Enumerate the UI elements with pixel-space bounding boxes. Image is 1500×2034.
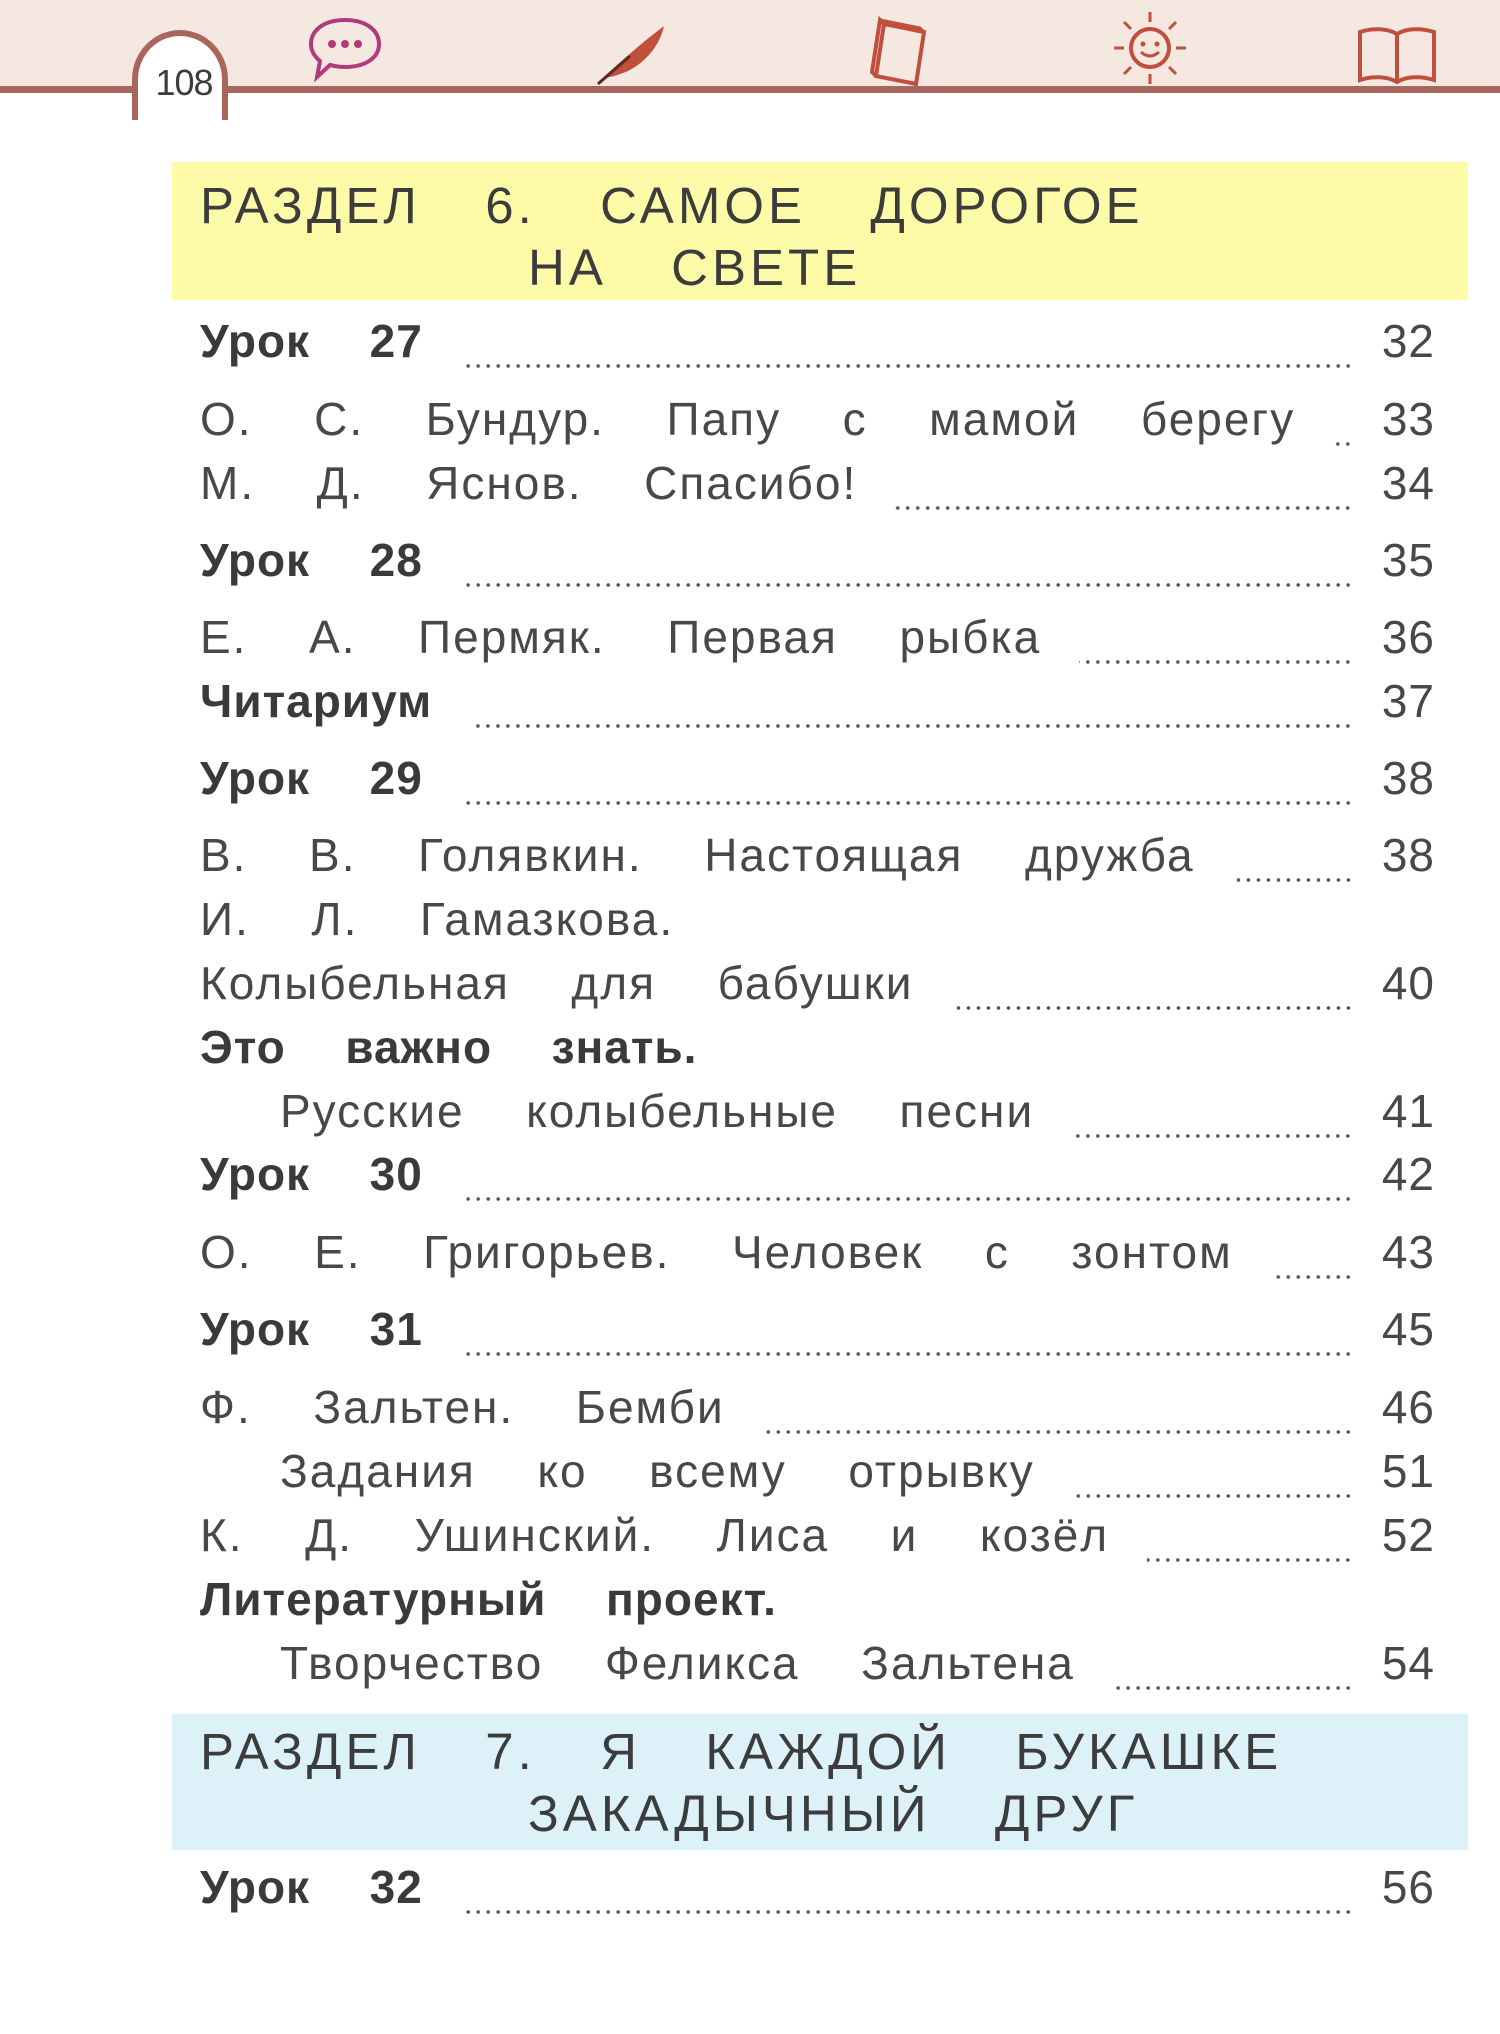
toc-row-title: Урок 30 [200, 1148, 423, 1200]
toc-row-page: 52 [1381, 1509, 1435, 1561]
toc-row-page: 33 [1381, 393, 1435, 445]
speech-bubble-icon [305, 14, 385, 84]
toc-row-title: Литературный проект. [200, 1573, 777, 1625]
toc-row-important-to-know[interactable] [200, 1021, 1435, 1086]
toc-row-gamazkova-author[interactable] [200, 893, 1435, 958]
toc-row-salten-bambi[interactable] [200, 1381, 1435, 1446]
toc-row-title: Урок 32 [200, 1861, 423, 1913]
toc-dot-leader [1271, 1275, 1353, 1279]
toc-row-golyavkin[interactable] [200, 829, 1435, 894]
toc-dot-leader [763, 1430, 1353, 1434]
toc-row-title: Творчество Феликса Зальтена [280, 1637, 1075, 1689]
toc-row-page: 42 [1381, 1148, 1435, 1200]
toc-row-title: И. Л. Гамазкова. [200, 893, 675, 945]
section-6-title-line2: НА СВЕТЕ [528, 239, 862, 296]
toc-dot-leader [461, 583, 1353, 587]
toc-row-salten-works[interactable] [280, 1637, 1435, 1702]
toc-row-lesson-28[interactable] [200, 534, 1435, 599]
feather-quill-icon [590, 20, 670, 90]
toc-dot-leader [1072, 1134, 1353, 1138]
toc-row-chitarium[interactable] [200, 675, 1435, 740]
toc-row-lullaby-grandma[interactable] [200, 957, 1435, 1022]
toc-row-title: Русские колыбельные песни [280, 1085, 1035, 1137]
section-7-title-line2: ЗАКАДЫЧНЫЙ ДРУГ [528, 1785, 1139, 1842]
toc-row-page: 37 [1381, 675, 1435, 727]
toc-row-page: 40 [1381, 957, 1435, 1009]
toc-dot-leader [461, 1197, 1353, 1201]
toc-row-page: 32 [1381, 315, 1435, 367]
toc-row-title: Урок 28 [200, 534, 423, 586]
toc-row-page: 51 [1381, 1445, 1435, 1497]
toc-dot-leader [952, 1006, 1353, 1010]
toc-row-title: Е. А. Пермяк. Первая рыбка [200, 611, 1042, 663]
toc-row-page: 38 [1381, 829, 1435, 881]
toc-row-yasnov[interactable] [200, 457, 1435, 522]
toc-row-russian-lullabies[interactable] [280, 1085, 1435, 1150]
toc-row-grigoriev[interactable] [200, 1226, 1435, 1291]
toc-row-title: Это важно знать. [200, 1021, 698, 1073]
page-number: 108 [155, 62, 213, 103]
toc-dot-leader [1113, 1686, 1353, 1690]
toc-row-title: Колыбельная для бабушки [200, 957, 914, 1009]
section-7-title-line1: РАЗДЕЛ 7. Я КАЖДОЙ БУКАШКЕ [200, 1723, 1283, 1780]
toc-row-title: Задания ко всему отрывку [280, 1445, 1035, 1497]
toc-row-lesson-27[interactable] [200, 315, 1435, 380]
toc-row-title: О. С. Бундур. Папу с мамой берегу [200, 393, 1296, 445]
toc-dot-leader [1073, 1494, 1353, 1498]
toc-row-page: 43 [1381, 1226, 1435, 1278]
toc-dot-leader [1079, 660, 1353, 664]
toc-row-lesson-32[interactable] [200, 1861, 1435, 1926]
toc-dot-leader [1233, 878, 1353, 882]
toc-row-title: Читариум [200, 675, 433, 727]
toc-row-title: Урок 31 [200, 1303, 423, 1355]
toc-dot-leader [1333, 442, 1353, 446]
toc-row-lesson-30[interactable] [200, 1148, 1435, 1213]
toc-row-title: К. Д. Ушинский. Лиса и козёл [200, 1509, 1110, 1561]
toc-row-excerpt-tasks[interactable] [280, 1445, 1435, 1510]
toc-row-permyak[interactable] [200, 611, 1435, 676]
toc-row-lesson-29[interactable] [200, 752, 1435, 817]
open-book-icon [1352, 20, 1442, 90]
toc-dot-leader [461, 1910, 1353, 1914]
toc-dot-leader [1147, 1558, 1353, 1562]
toc-row-title: М. Д. Яснов. Спасибо! [200, 457, 858, 509]
toc-row-page: 45 [1381, 1303, 1435, 1355]
toc-row-literary-project[interactable] [200, 1573, 1435, 1638]
toc-row-page: 56 [1381, 1861, 1435, 1913]
toc-row-ushinsky[interactable] [200, 1509, 1435, 1574]
toc-row-page: 54 [1381, 1637, 1435, 1689]
toc-row-lesson-31[interactable] [200, 1303, 1435, 1368]
toc-row-bundur[interactable] [200, 393, 1435, 458]
book-icon [862, 14, 942, 90]
toc-dot-leader [470, 724, 1353, 728]
sun-icon [1110, 8, 1190, 88]
toc-dot-leader [461, 801, 1353, 805]
toc-dot-leader [461, 1352, 1353, 1356]
toc-row-title: Урок 27 [200, 315, 423, 367]
toc-row-title: Ф. Зальтен. Бемби [200, 1381, 725, 1433]
toc-row-page: 41 [1381, 1085, 1435, 1137]
toc-dot-leader [461, 364, 1353, 368]
toc-row-title: О. Е. Григорьев. Человек с зонтом [200, 1226, 1233, 1278]
toc-row-page: 34 [1381, 457, 1435, 509]
toc-row-page: 35 [1381, 534, 1435, 586]
toc-row-title: В. В. Голявкин. Настоящая дружба [200, 829, 1195, 881]
toc-row-title: Урок 29 [200, 752, 423, 804]
toc-row-page: 36 [1381, 611, 1435, 663]
toc-row-page: 38 [1381, 752, 1435, 804]
toc-row-page: 46 [1381, 1381, 1435, 1433]
toc-dot-leader [895, 506, 1353, 510]
section-6-title-line1: РАЗДЕЛ 6. САМОЕ ДОРОГОЕ [200, 177, 1144, 234]
